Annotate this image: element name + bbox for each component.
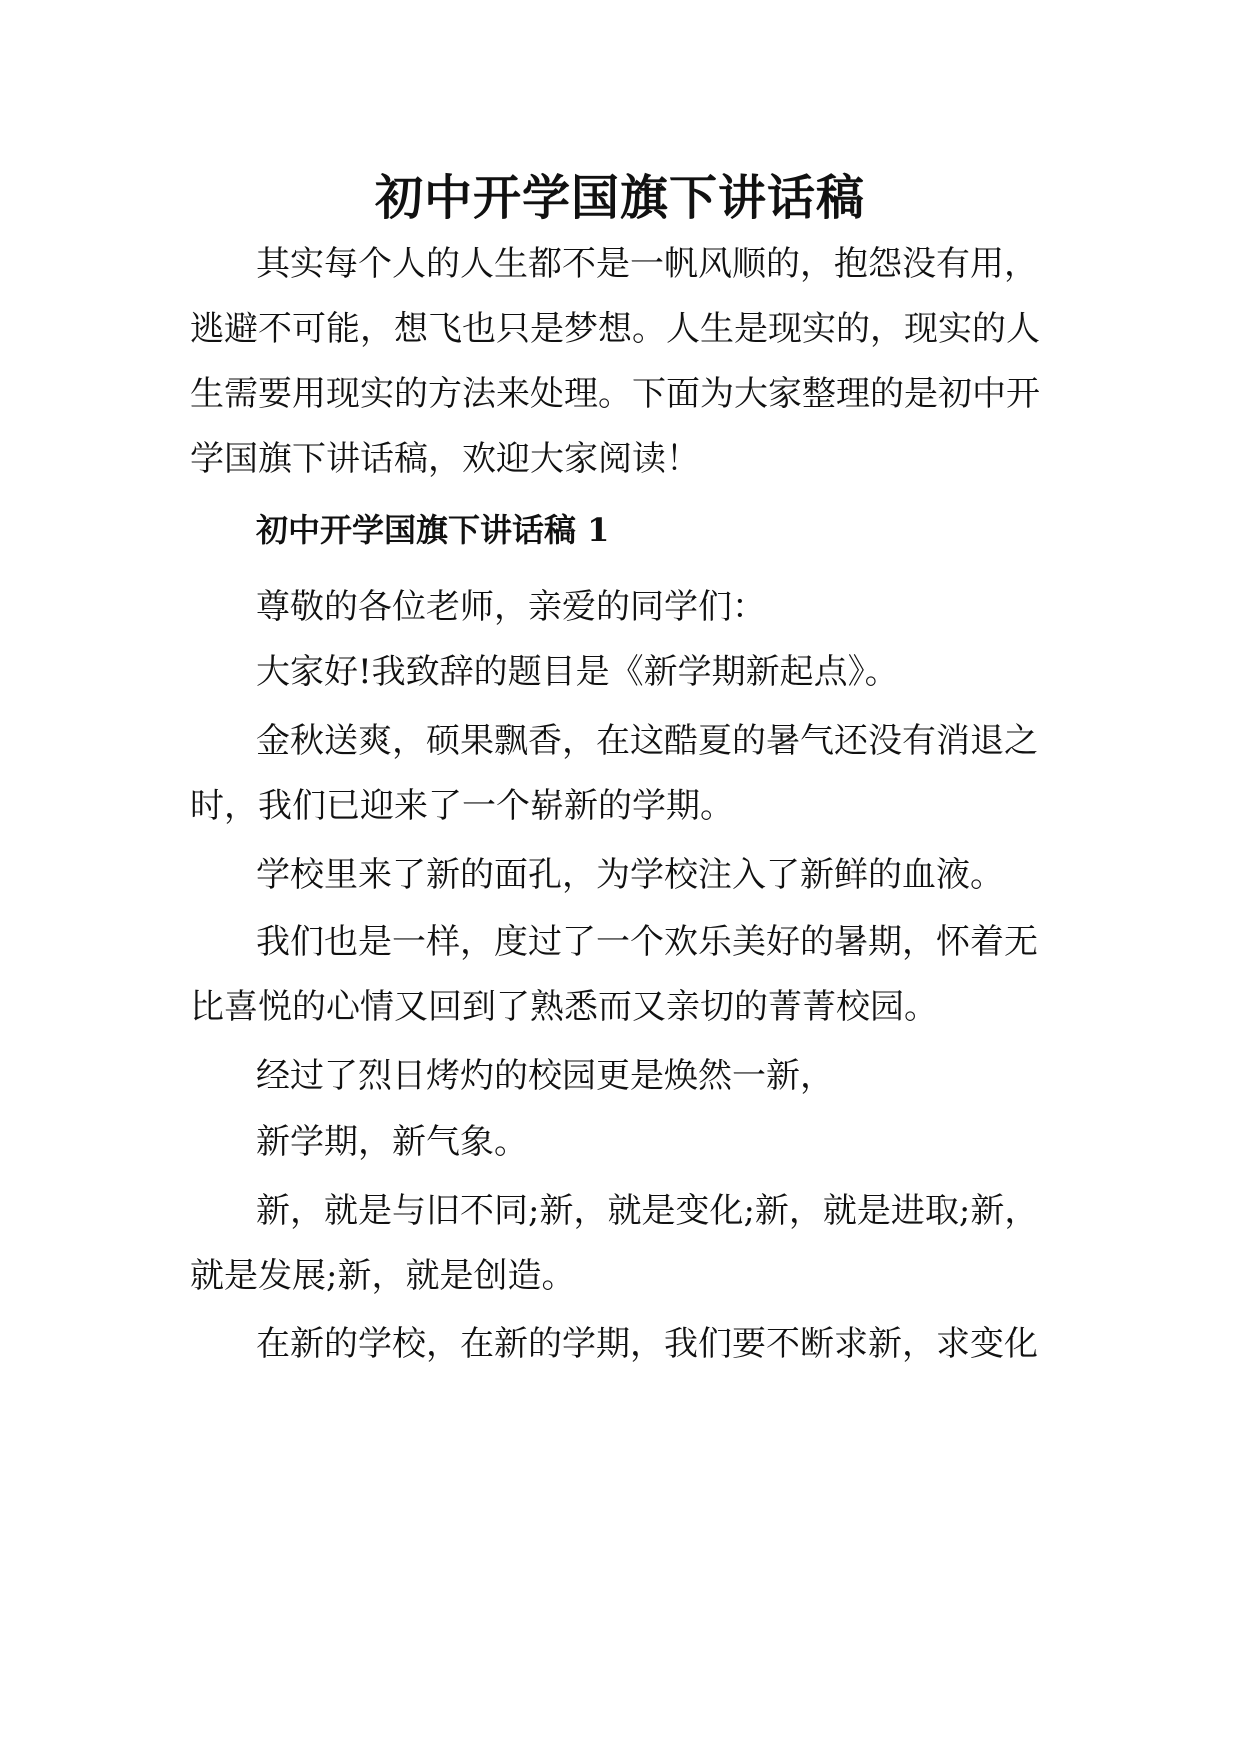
body-line: 新学期，新气象。 xyxy=(256,1122,528,1162)
body-line: 经过了烈日烤灼的校园更是焕然一新， xyxy=(256,1056,834,1096)
section-heading: 初中开学国旗下讲话稿 1 xyxy=(256,511,610,549)
body-line: 我们也是一样，度过了一个欢乐美好的暑期，怀着无 xyxy=(256,922,1038,962)
intro-line: 学国旗下讲话稿，欢迎大家阅读！ xyxy=(190,439,700,479)
body-line: 尊敬的各位老师，亲爱的同学们： xyxy=(256,587,766,627)
intro-line: 逃避不可能，想飞也只是梦想。人生是现实的，现实的人 xyxy=(190,309,1040,349)
body-line: 金秋送爽，硕果飘香，在这酷夏的暑气还没有消退之 xyxy=(256,721,1038,761)
body-line: 学校里来了新的面孔，为学校注入了新鲜的血液。 xyxy=(256,855,1004,895)
body-line: 在新的学校，在新的学期，我们要不断求新，求变化 xyxy=(256,1324,1038,1364)
body-line: 就是发展;新，就是创造。 xyxy=(190,1256,576,1296)
intro-line: 生需要用现实的方法来处理。下面为大家整理的是初中开 xyxy=(190,374,1040,414)
body-line: 时，我们已迎来了一个崭新的学期。 xyxy=(190,786,734,826)
document-title: 初中开学国旗下讲话稿 xyxy=(374,170,865,226)
intro-line: 其实每个人的人生都不是一帆风顺的，抱怨没有用， xyxy=(256,244,1038,284)
body-line: 比喜悦的心情又回到了熟悉而又亲切的菁菁校园。 xyxy=(190,987,938,1027)
body-line: 新，就是与旧不同;新，就是变化;新，就是进取;新， xyxy=(256,1191,1039,1231)
body-line: 大家好!我致辞的题目是《新学期新起点》。 xyxy=(256,652,899,692)
